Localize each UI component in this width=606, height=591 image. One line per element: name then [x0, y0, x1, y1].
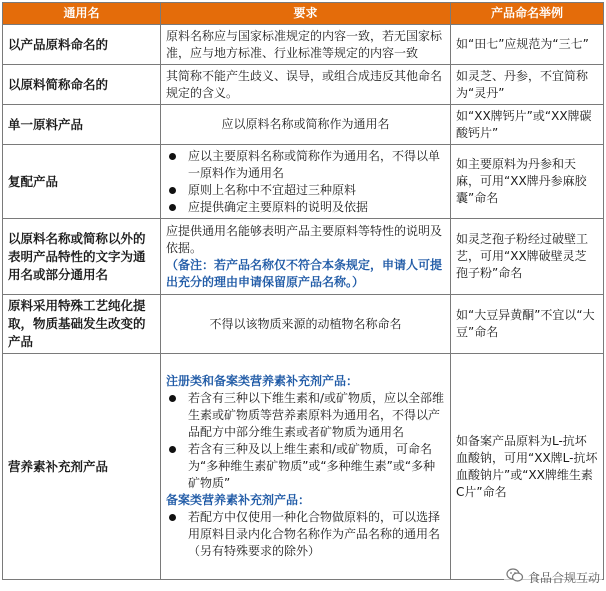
- bullet-item: 应以主要原料名称或简称作为通用名，不得以单一原料作为通用名: [166, 148, 445, 182]
- bullet-item: 若配方中仅使用一种化合物做原料的，可以选择用原料目录内化合物名称作为产品名称的通用名（另有特殊要求的除外）: [166, 509, 445, 560]
- row-name: 营养素补充剂产品: [3, 354, 161, 580]
- bullet-dot-icon: [169, 187, 176, 194]
- bullet-dot-icon: [169, 514, 176, 521]
- table-row: [3, 25, 604, 65]
- section-title-filing: 备案类营养素补充剂产品：: [166, 493, 311, 507]
- requirement-note: （备注：若产品名称仅不符合本条规定，申请人可提出充分的理由申请保留原产品名称。）: [166, 257, 443, 289]
- table-row: [3, 219, 604, 295]
- row-requirement: 其简称不能产生歧义、误导，或组合成违反其他命名规定的含义。: [161, 65, 451, 105]
- row-name: 以产品原料命名的: [3, 25, 161, 65]
- bullet-item: 原则上名称中不宜超过三种原料: [166, 182, 445, 199]
- header-requirement: 要求: [161, 3, 451, 25]
- row-requirement: [161, 354, 451, 580]
- row-requirement: [161, 145, 451, 219]
- row-requirement: [161, 219, 451, 295]
- table-row: [3, 295, 604, 354]
- row-example: 如备案产品原料为L-抗坏血酸钠，可用“XX牌L-抗坏血酸钠片”或“XX牌维生素C片”命名: [451, 354, 604, 580]
- row-example: 如主要原料为丹参和天麻，可用“XX牌丹参麻胶囊”命名: [451, 145, 604, 219]
- bullet-item: 若含有三种以下维生素和/或矿物质，应以全部维生素或矿物质等营养素原料为通用名，不得以产品配方中部分维生素或者矿物质为通用名: [166, 390, 445, 441]
- bullet-dot-icon: [169, 395, 176, 402]
- row-name: 复配产品: [3, 145, 161, 219]
- row-example: 如“大豆异黄酮”不宜以“大豆”命名: [451, 295, 604, 354]
- requirement-bullet-list: [166, 148, 445, 216]
- section-title-registered: 注册类和备案类营养素补充剂产品：: [166, 374, 359, 388]
- requirement-bullet-list: [166, 390, 445, 492]
- header-general-name: 通用名: [3, 3, 161, 25]
- row-requirement: 不得以该物质来源的动植物名称命名: [161, 295, 451, 354]
- row-name: 原料采用特殊工艺纯化提取，物质基础发生改变的产品: [3, 295, 161, 354]
- row-example: 如灵芝、丹参，不宜简称为“灵丹”: [451, 65, 604, 105]
- row-name: 单一原料产品: [3, 105, 161, 145]
- table-row: [3, 145, 604, 219]
- table-row: [3, 105, 604, 145]
- row-example: 如“田七”应规范为“三七”: [451, 25, 604, 65]
- header-naming-example: 产品命名举例: [451, 3, 604, 25]
- bullet-dot-icon: [169, 446, 176, 453]
- watermark: [504, 567, 602, 587]
- row-requirement: 应以原料名称或简称作为通用名: [161, 105, 451, 145]
- row-name: 以原料简称命名的: [3, 65, 161, 105]
- table-header-row: [3, 3, 604, 25]
- watermark-text: 食品合规互动: [527, 570, 600, 585]
- wechat-icon: [506, 568, 524, 586]
- table-row: [3, 354, 604, 580]
- bullet-dot-icon: [169, 204, 176, 211]
- row-name: 以原料名称或简称以外的表明产品特性的文字为通用名或部分通用名: [3, 219, 161, 295]
- row-example: 如灵芝孢子粉经过破壁工艺，可用“XX牌破壁灵芝孢子粉”命名: [451, 219, 604, 295]
- row-requirement: 原料名称应与国家标准规定的内容一致，若无国家标准，应与地方标准、行业标准等规定的内容一致: [161, 25, 451, 65]
- requirement-text: 应提供通用名能够表明产品主要原料等特性的说明及依据。: [166, 223, 443, 255]
- bullet-item: 应提供确定主要原料的说明及依据: [166, 199, 445, 216]
- bullet-dot-icon: [169, 153, 176, 160]
- naming-rules-table: [2, 2, 604, 580]
- table-row: [3, 65, 604, 105]
- requirement-bullet-list: [166, 509, 445, 560]
- bullet-item: 若含有三种及以上维生素和/或矿物质，可命名为“多种维生素矿物质”或“多种维生素”或“多种矿物质”: [166, 441, 445, 492]
- row-example: 如“XX牌钙片”或“XX牌碳酸钙片”: [451, 105, 604, 145]
